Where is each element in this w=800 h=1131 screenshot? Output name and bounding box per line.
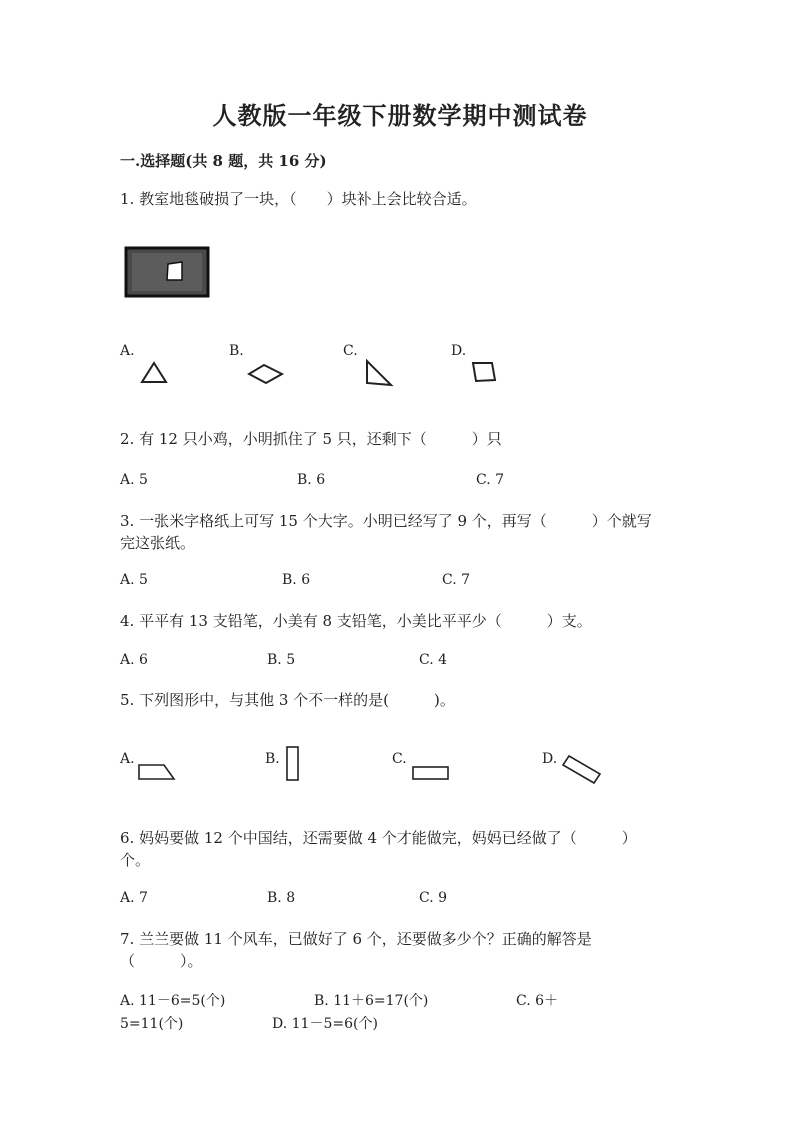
q1-option-d-quadrilateral [470, 360, 500, 386]
q1-option-c-right-triangle [362, 358, 396, 388]
q2-option-c: C. 7 [476, 472, 505, 488]
question-7-line-2: （ ）。 [120, 952, 203, 970]
q5-option-a-trapezoid [136, 762, 178, 782]
q5-option-a-label: A. [120, 751, 135, 767]
question-6-line-1: 6. 妈妈要做 12 个中国结，还需要做 4 个才能做完，妈妈已经做了（ ） [120, 829, 637, 847]
question-6-line-2: 个。 [120, 851, 151, 869]
q4-option-c: C. 4 [419, 652, 448, 668]
q3-option-a: A. 5 [120, 572, 148, 588]
q5-option-c-wide-rectangle [410, 764, 452, 784]
q5-option-b-label: B. [265, 751, 280, 767]
q6-option-b: B. 8 [267, 890, 296, 906]
q6-option-c: C. 9 [419, 890, 448, 906]
q7-option-d: D. 11－5=6(个) [272, 1016, 378, 1032]
q1-option-a-triangle [140, 360, 170, 386]
q4-option-a: A. 6 [120, 652, 148, 668]
section-heading: 一.选择题(共 8 题，共 16 分) [120, 152, 327, 170]
q3-option-c: C. 7 [442, 572, 471, 588]
question-1-text: 1. 教室地毯破损了一块，（ ）块补上会比较合适。 [120, 190, 477, 208]
q6-option-a: A. 7 [120, 890, 148, 906]
question-5-text: 5. 下列图形中，与其他 3 个不一样的是( )。 [120, 691, 455, 709]
q7-option-a: A. 11－6=5(个) [120, 993, 226, 1009]
q7-option-c-part-1: C. 6＋ [516, 993, 559, 1009]
q1-option-c-label: C. [343, 343, 358, 359]
q4-option-b: B. 5 [267, 652, 296, 668]
q2-option-a: A. 5 [120, 472, 148, 488]
question-3-line-2: 完这张纸。 [120, 534, 196, 552]
q1-option-d-label: D. [451, 343, 467, 359]
damaged-carpet-figure [120, 244, 212, 300]
q1-option-a-label: A. [120, 343, 135, 359]
question-7-line-1: 7. 兰兰要做 11 个风车，已做好了 6 个，还要做多少个？正确的解答是 [120, 930, 592, 948]
q5-option-b-tall-rectangle [284, 744, 302, 784]
q5-option-d-tilted-rectangle [560, 752, 604, 786]
page-title: 人教版一年级下册数学期中测试卷 [212, 101, 588, 130]
q5-option-c-label: C. [392, 751, 407, 767]
question-2-text: 2. 有 12 只小鸡，小明抓住了 5 只，还剩下（ ）只 [120, 430, 502, 448]
question-4-text: 4. 平平有 13 支铅笔，小美有 8 支铅笔，小美比平平少（ ）支。 [120, 612, 592, 630]
q1-option-b-rhombus [247, 362, 287, 386]
q7-option-b: B. 11＋6=17(个) [314, 993, 429, 1009]
q2-option-b: B. 6 [297, 472, 326, 488]
question-3-line-1: 3. 一张米字格纸上可写 15 个大字。小明已经写了 9 个，再写（ ）个就写 [120, 512, 652, 530]
q7-option-c-part-2: 5=11(个) [120, 1016, 184, 1032]
q5-option-d-label: D. [542, 751, 558, 767]
q3-option-b: B. 6 [282, 572, 311, 588]
q1-option-b-label: B. [229, 343, 244, 359]
